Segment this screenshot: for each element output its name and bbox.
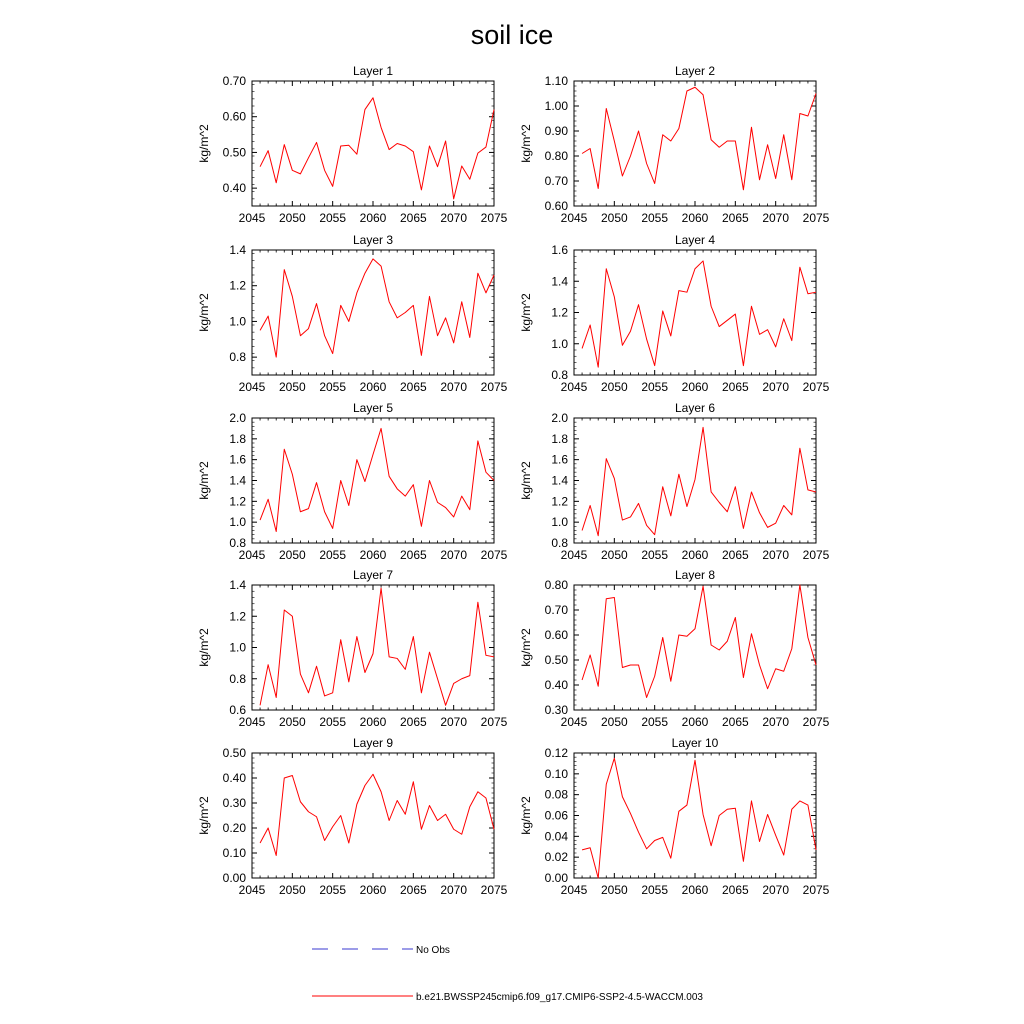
y-tick-label: 0.8 [551, 536, 568, 550]
panel-title: Layer 6 [674, 401, 716, 415]
y-axis-label: kg/m^2 [519, 293, 533, 332]
y-tick-label: 1.6 [551, 243, 568, 257]
x-tick-label: 2065 [399, 380, 427, 394]
y-tick-label: 0.50 [544, 653, 568, 667]
x-tick-label: 2055 [641, 380, 669, 394]
y-tick-label: 0.04 [544, 829, 568, 844]
x-tick-label: 2060 [681, 211, 709, 225]
y-tick-label: 1.8 [229, 431, 246, 446]
chart-panel-7 [197, 568, 508, 729]
x-tick-label: 2065 [721, 883, 749, 897]
series-line [582, 87, 816, 190]
plot-frame [574, 585, 816, 710]
y-tick-label: 1.2 [551, 494, 568, 509]
chart-panel-8 [519, 568, 830, 729]
plot-frame [574, 81, 816, 206]
y-axis-label: kg/m^2 [519, 796, 533, 835]
plot-frame [252, 418, 494, 543]
x-tick-label: 2070 [762, 211, 790, 225]
y-tick-label: 0.12 [544, 746, 568, 760]
x-tick-label: 2065 [721, 715, 749, 729]
chart-panel-4 [519, 233, 830, 394]
x-tick-label: 2075 [480, 380, 508, 394]
chart-panel-1 [197, 64, 508, 225]
x-tick-label: 2070 [762, 883, 790, 897]
y-tick-label: 1.8 [551, 431, 568, 446]
series-line [260, 428, 494, 531]
y-axis-label: kg/m^2 [197, 293, 211, 332]
figure-title: soil ice [470, 20, 554, 50]
series-line [582, 261, 816, 367]
legend [312, 945, 703, 1003]
y-tick-label: 1.0 [229, 515, 246, 530]
x-tick-label: 2045 [238, 380, 266, 394]
y-axis-label: kg/m^2 [519, 628, 533, 667]
y-tick-label: 1.0 [551, 336, 568, 351]
x-tick-label: 2060 [681, 380, 709, 394]
x-tick-label: 2060 [359, 211, 387, 225]
series-line [260, 774, 494, 855]
x-tick-label: 2045 [238, 211, 266, 225]
x-tick-label: 2055 [641, 548, 669, 562]
y-tick-label: 0.70 [544, 174, 568, 188]
series-line [582, 758, 816, 878]
x-tick-label: 2075 [802, 715, 830, 729]
y-axis-label: kg/m^2 [197, 124, 211, 163]
y-tick-label: 1.2 [229, 609, 246, 624]
y-tick-label: 0.60 [222, 109, 246, 124]
x-tick-label: 2070 [440, 211, 468, 225]
x-tick-label: 2045 [560, 548, 588, 562]
y-tick-label: 1.2 [229, 494, 246, 509]
x-tick-label: 2060 [359, 380, 387, 394]
y-tick-label: 0.50 [222, 746, 246, 760]
y-tick-label: 0.40 [222, 771, 246, 785]
x-tick-label: 2050 [600, 883, 628, 897]
panel-title: Layer 10 [671, 736, 719, 750]
panel-title: Layer 9 [352, 736, 394, 750]
y-tick-label: 1.6 [551, 452, 568, 467]
y-tick-label: 0.50 [222, 145, 246, 160]
y-tick-label: 1.0 [229, 314, 246, 329]
series-line [260, 98, 494, 199]
y-tick-label: 1.4 [551, 473, 568, 488]
y-tick-label: 0.8 [229, 671, 246, 686]
panel-title: Layer 4 [674, 233, 716, 247]
x-tick-label: 2070 [762, 715, 790, 729]
chart-panel-2 [519, 64, 830, 225]
x-tick-label: 2055 [319, 548, 347, 562]
x-tick-label: 2050 [278, 548, 306, 562]
y-tick-label: 1.2 [229, 278, 246, 293]
x-tick-label: 2065 [399, 883, 427, 897]
panel-title: Layer 1 [352, 64, 394, 78]
y-tick-label: 1.00 [544, 99, 568, 113]
y-tick-label: 0.8 [229, 350, 246, 365]
legend-obs-label: No Obs [416, 945, 450, 956]
panel-title: Layer 7 [352, 568, 394, 582]
y-tick-label: 0.70 [222, 74, 246, 88]
x-tick-label: 2070 [762, 548, 790, 562]
series-line [582, 427, 816, 535]
series-line [260, 259, 494, 357]
x-tick-label: 2060 [681, 715, 709, 729]
y-tick-label: 1.4 [229, 578, 246, 592]
y-tick-label: 0.8 [551, 368, 568, 382]
x-tick-label: 2045 [238, 715, 266, 729]
panel-title: Layer 8 [674, 568, 716, 582]
chart-panel-9 [197, 736, 508, 897]
panels [197, 64, 830, 897]
x-tick-label: 2055 [319, 380, 347, 394]
y-tick-label: 0.70 [544, 603, 568, 617]
series-line [582, 585, 816, 698]
y-axis-label: kg/m^2 [519, 461, 533, 500]
x-tick-label: 2075 [480, 883, 508, 897]
y-tick-label: 0.8 [229, 536, 246, 550]
y-tick-label: 0.30 [222, 796, 246, 810]
plot-frame [252, 81, 494, 206]
chart-panel-3 [197, 233, 508, 394]
y-tick-label: 0.00 [222, 871, 246, 885]
x-tick-label: 2055 [641, 883, 669, 897]
x-tick-label: 2075 [802, 211, 830, 225]
x-tick-label: 2065 [721, 380, 749, 394]
x-tick-label: 2045 [560, 715, 588, 729]
plot-frame [252, 753, 494, 878]
x-tick-label: 2055 [319, 883, 347, 897]
x-tick-label: 2045 [560, 211, 588, 225]
y-tick-label: 2.0 [551, 411, 568, 425]
x-tick-label: 2075 [802, 548, 830, 562]
x-tick-label: 2055 [319, 211, 347, 225]
x-tick-label: 2060 [681, 548, 709, 562]
x-tick-label: 2045 [560, 883, 588, 897]
x-tick-label: 2075 [480, 211, 508, 225]
y-tick-label: 0.80 [544, 149, 568, 163]
y-axis-label: kg/m^2 [519, 124, 533, 163]
x-tick-label: 2065 [399, 715, 427, 729]
y-tick-label: 0.40 [222, 181, 246, 196]
chart-panel-10 [519, 736, 830, 897]
x-tick-label: 2050 [600, 380, 628, 394]
x-tick-label: 2050 [278, 883, 306, 897]
x-tick-label: 2070 [440, 548, 468, 562]
y-tick-label: 1.6 [229, 452, 246, 467]
x-tick-label: 2050 [278, 211, 306, 225]
plot-frame [252, 250, 494, 375]
y-tick-label: 0.80 [544, 578, 568, 592]
x-tick-label: 2070 [440, 715, 468, 729]
x-tick-label: 2050 [278, 380, 306, 394]
y-tick-label: 0.20 [222, 821, 246, 835]
y-axis-label: kg/m^2 [197, 796, 211, 835]
x-tick-label: 2045 [560, 380, 588, 394]
x-tick-label: 2070 [762, 380, 790, 394]
y-tick-label: 0.02 [544, 850, 568, 865]
y-tick-label: 1.2 [551, 305, 568, 320]
y-axis-label: kg/m^2 [197, 628, 211, 667]
x-tick-label: 2060 [359, 715, 387, 729]
x-tick-label: 2065 [721, 548, 749, 562]
y-tick-label: 1.0 [229, 640, 246, 655]
y-tick-label: 1.10 [544, 74, 568, 88]
y-tick-label: 0.00 [544, 871, 568, 885]
x-tick-label: 2055 [319, 715, 347, 729]
y-tick-label: 1.4 [229, 473, 246, 488]
x-tick-label: 2050 [278, 715, 306, 729]
x-tick-label: 2060 [359, 883, 387, 897]
series-line [260, 588, 494, 705]
x-tick-label: 2050 [600, 548, 628, 562]
x-tick-label: 2070 [440, 380, 468, 394]
x-tick-label: 2070 [440, 883, 468, 897]
panel-title: Layer 5 [352, 401, 394, 415]
panel-title: Layer 2 [674, 64, 716, 78]
chart-panel-6 [519, 401, 830, 562]
x-tick-label: 2075 [480, 715, 508, 729]
x-tick-label: 2065 [721, 211, 749, 225]
x-tick-label: 2065 [399, 211, 427, 225]
y-tick-label: 0.40 [544, 678, 568, 692]
x-tick-label: 2060 [359, 548, 387, 562]
x-tick-label: 2075 [480, 548, 508, 562]
x-tick-label: 2075 [802, 883, 830, 897]
y-tick-label: 0.06 [544, 808, 568, 823]
x-tick-label: 2050 [600, 715, 628, 729]
x-tick-label: 2055 [641, 211, 669, 225]
y-tick-label: 1.0 [551, 515, 568, 530]
y-tick-label: 1.4 [551, 274, 568, 289]
y-tick-label: 0.6 [229, 703, 246, 717]
legend-model-label: b.e21.BWSSP245cmip6.f09_g17.CMIP6-SSP2-4.5-WACCM.003 [416, 992, 703, 1003]
x-tick-label: 2045 [238, 883, 266, 897]
y-axis-label: kg/m^2 [197, 461, 211, 500]
y-tick-label: 0.08 [544, 787, 568, 802]
y-tick-label: 0.10 [222, 846, 246, 860]
y-tick-label: 2.0 [229, 411, 246, 425]
y-tick-label: 0.90 [544, 124, 568, 138]
x-tick-label: 2055 [641, 715, 669, 729]
y-tick-label: 0.60 [544, 628, 568, 642]
x-tick-label: 2050 [600, 211, 628, 225]
x-tick-label: 2045 [238, 548, 266, 562]
y-tick-label: 0.60 [544, 199, 568, 213]
plot-frame [252, 585, 494, 710]
y-tick-label: 1.4 [229, 243, 246, 257]
y-tick-label: 0.30 [544, 703, 568, 717]
chart-panel-5 [197, 401, 508, 562]
x-tick-label: 2075 [802, 380, 830, 394]
x-tick-label: 2060 [681, 883, 709, 897]
panel-title: Layer 3 [352, 233, 394, 247]
x-tick-label: 2065 [399, 548, 427, 562]
y-tick-label: 0.10 [544, 766, 568, 781]
